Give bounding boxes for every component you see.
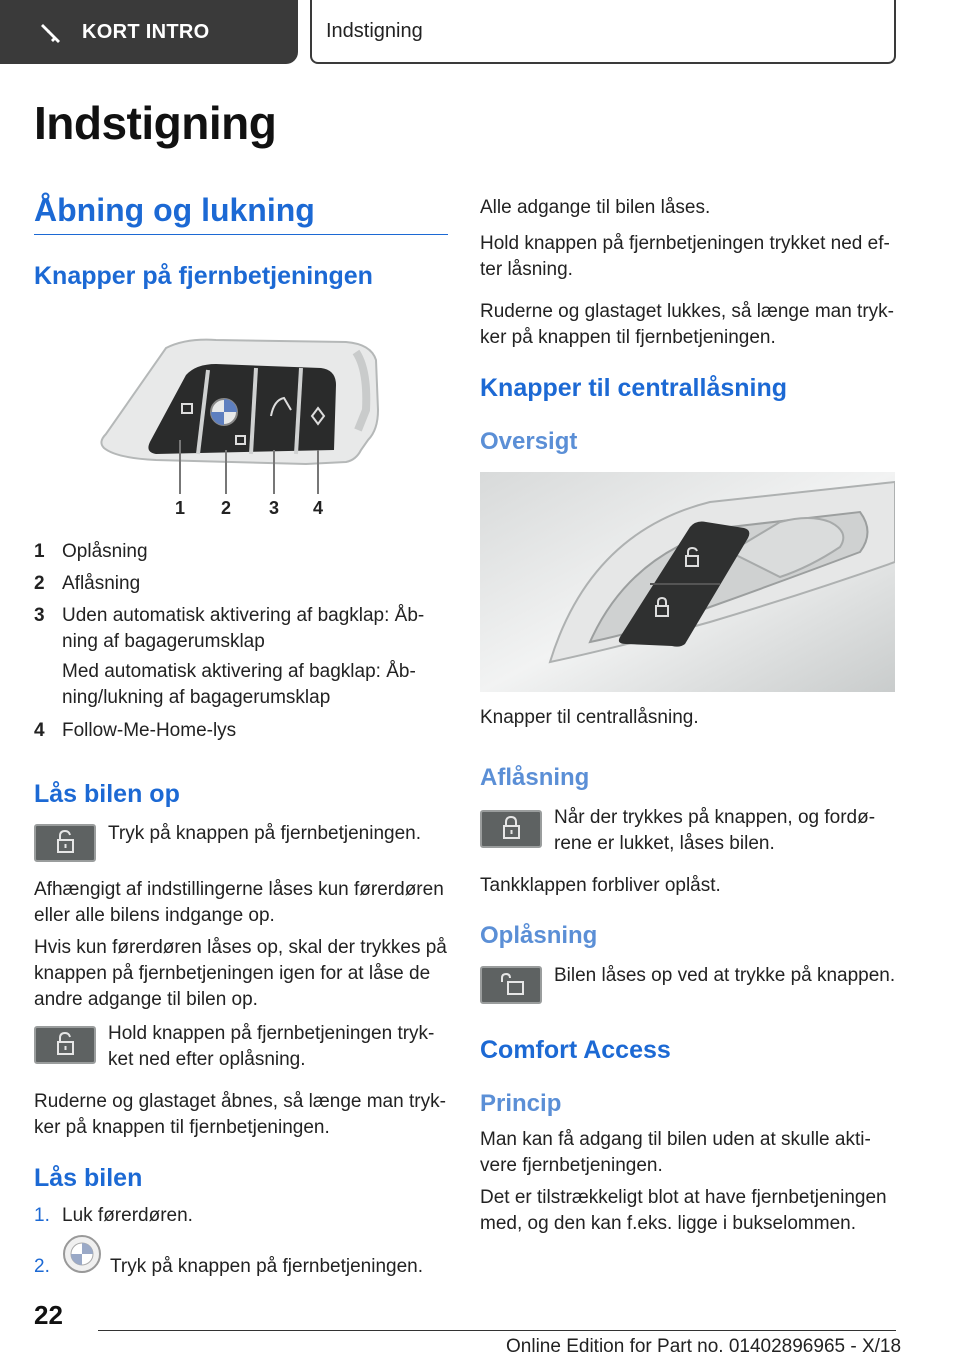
step-text: Luk førerdøren. xyxy=(62,1205,193,1226)
key-label: 4 xyxy=(312,498,324,518)
footer-edition: Online Edition for Part no. 01402896965 - X/18 xyxy=(506,1336,902,1357)
paragraph: Ruderne og glastaget åbnes, så længe man tryk- xyxy=(34,1091,446,1112)
list-number: 4 xyxy=(34,720,45,741)
paragraph: Alle adgange til bilen låses. xyxy=(480,197,711,218)
section-tab[interactable] xyxy=(0,0,298,64)
key-label: 1 xyxy=(174,498,186,518)
paragraph: ker på knappen til fjernbetjeningen. xyxy=(34,1117,330,1138)
list-number: 1 xyxy=(34,541,45,562)
paragraph: ter låsning. xyxy=(480,259,573,280)
subheading-principle: Princip xyxy=(480,1090,562,1117)
page-number: 22 xyxy=(34,1300,63,1330)
unlock-button-icon xyxy=(34,1026,96,1064)
paragraph: Ruderne og glastaget lukkes, så længe man tryk- xyxy=(480,301,894,322)
key-label: 3 xyxy=(268,498,280,518)
subheading-unlock-car: Lås bilen op xyxy=(34,780,180,808)
paragraph: Bilen låses op ved at trykke på knappen. xyxy=(554,965,896,986)
paragraph: ket ned efter oplåsning. xyxy=(108,1049,306,1070)
chapter-tab[interactable] xyxy=(310,0,896,64)
step-text: Tryk på knappen på fjernbetjeningen. xyxy=(110,1256,424,1277)
bmw-logo-icon xyxy=(62,1234,102,1274)
paragraph: Det er tilstrækkeligt blot at have fjernbetjeningen xyxy=(480,1187,887,1208)
paragraph: Hold knappen på fjernbetjeningen tryk- xyxy=(108,1023,435,1044)
step-number: 2. xyxy=(34,1256,50,1277)
paragraph: Når der trykkes på knappen, og fordø- xyxy=(554,807,876,828)
paragraph: rene er lukket, låses bilen. xyxy=(554,833,775,854)
unlock-button-icon xyxy=(480,966,542,1004)
list-item: ning/lukning af bagagerumsklap xyxy=(62,687,331,708)
paragraph: ker på knappen til fjernbetjeningen. xyxy=(480,327,776,348)
paragraph: vere fjernbetjeningen. xyxy=(480,1155,663,1176)
list-item: Aflåsning xyxy=(62,573,141,594)
page-title: Indstigning xyxy=(34,97,277,149)
unlock-button-icon xyxy=(34,824,96,862)
paragraph: Man kan få adgang til bilen uden at skulle akti- xyxy=(480,1129,871,1150)
list-item: Follow-Me-Home-lys xyxy=(62,720,237,741)
paragraph: Hvis kun førerdøren låses op, skal der trykkes på xyxy=(34,937,447,958)
paragraph: eller alle bilens indgange op. xyxy=(34,905,275,926)
subheading-central-locking: Knapper til centrallåsning xyxy=(480,374,788,402)
paragraph: Tankklappen forbliver oplåst. xyxy=(480,875,721,896)
list-item: ning af bagagerumsklap xyxy=(62,631,265,652)
paragraph: Afhængigt af indstillingerne låses kun førerdøren xyxy=(34,879,444,900)
list-number: 2 xyxy=(34,573,45,594)
footer-rule xyxy=(98,1330,896,1331)
subheading-lock: Aflåsning xyxy=(480,764,590,791)
image-caption: Knapper til centrallåsning. xyxy=(480,707,699,728)
heading-rule xyxy=(34,234,448,235)
chapter-tab-label: Indstigning xyxy=(326,19,423,42)
paragraph: andre adgange til bilen op. xyxy=(34,989,258,1010)
key-label: 2 xyxy=(220,498,232,518)
subheading-lock-car: Lås bilen xyxy=(34,1164,143,1192)
car-key-icon xyxy=(40,20,64,44)
key-fob-illustration xyxy=(96,330,386,520)
list-item: Oplåsning xyxy=(62,541,148,562)
subheading-overview: Oversigt xyxy=(480,428,578,455)
subheading-remote-keys: Knapper på fjernbetjeningen xyxy=(34,262,373,290)
step-number: 1. xyxy=(34,1205,50,1226)
unlock-instruction: Tryk på knappen på fjernbetjeningen. xyxy=(108,823,422,844)
list-number: 3 xyxy=(34,605,45,626)
lock-button-icon xyxy=(480,810,542,848)
list-item: Uden automatisk aktivering af bagklap: Åb- xyxy=(62,605,425,626)
paragraph: Hold knappen på fjernbetjeningen trykket ned ef- xyxy=(480,233,890,254)
paragraph: med, og den kan f.eks. ligge i bukselommen. xyxy=(480,1213,856,1234)
list-item: Med automatisk aktivering af bagklap: Åb- xyxy=(62,661,416,682)
subheading-comfort-access: Comfort Access xyxy=(480,1036,671,1064)
section-heading-opening: Åbning og lukning xyxy=(34,192,315,228)
door-panel-illustration xyxy=(480,472,895,692)
section-tab-label: KORT INTRO xyxy=(82,20,210,43)
paragraph: knappen på fjernbetjeningen igen for at låse de xyxy=(34,963,431,984)
subheading-unlock: Oplåsning xyxy=(480,922,598,949)
